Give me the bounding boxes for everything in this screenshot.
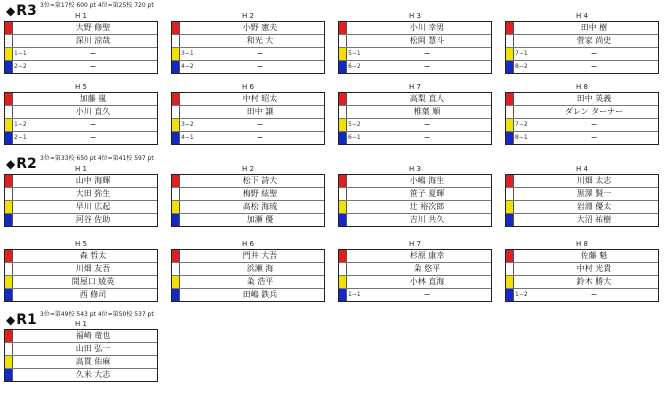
rider-name: 粂 浩平 (246, 277, 274, 286)
advance-position: 7−1 (515, 50, 528, 57)
lane-color-white (339, 35, 347, 47)
rider-name: 久米 大志 (75, 370, 111, 379)
advance-position: 8−2 (515, 63, 528, 70)
lane-color-yellow (172, 276, 180, 288)
rider-name: 田中 譲 (246, 107, 274, 116)
rider-name: 門井 大吾 (242, 251, 278, 260)
lane-row (506, 250, 658, 263)
lane-color-blue (5, 369, 13, 381)
rider-name: ダレン ターナー (564, 107, 624, 116)
lane-row (5, 343, 157, 356)
heat-label: H 5 (75, 83, 87, 91)
lane-row (339, 276, 491, 289)
lane-color-blue (506, 214, 514, 226)
round-note: 3位=第49校 543 pt 4位=第50校 537 pt (40, 311, 154, 318)
advance-position: 2−2 (14, 63, 27, 70)
lane-row (5, 369, 157, 381)
rider-name: 粂 悠平 (413, 264, 441, 273)
lane-color-yellow (506, 201, 514, 213)
lane-row (172, 35, 324, 48)
advance-position: 1−1 (14, 50, 27, 57)
lane-row (339, 93, 491, 106)
lane-row (172, 201, 324, 214)
lane-row (506, 119, 658, 132)
lane-row (339, 119, 491, 132)
lane-row (172, 250, 324, 263)
heat-label: H 7 (409, 83, 421, 91)
lane-color-white (506, 35, 514, 47)
heat-label: H 6 (242, 240, 254, 248)
lane-row (506, 61, 658, 73)
heat-table (171, 249, 325, 302)
lane-row (506, 35, 658, 48)
lane-color-red (5, 22, 13, 34)
lane-row (339, 132, 491, 144)
rider-name: 松下 詩大 (242, 176, 278, 185)
heat-table (4, 249, 158, 302)
lane-color-red (172, 22, 180, 34)
diamond-icon: ◆ (6, 157, 16, 171)
rider-name: 大野 修聖 (75, 23, 111, 32)
heat-label: H 1 (75, 320, 87, 328)
lane-row (506, 276, 658, 289)
lane-color-red (172, 175, 180, 187)
heat-label: H 8 (576, 240, 588, 248)
heat-block (171, 83, 325, 145)
rider-name: 中村 昭太 (242, 94, 278, 103)
advance-position: 4−1 (181, 134, 194, 141)
lane-color-white (172, 35, 180, 47)
lane-row (172, 276, 324, 289)
lane-color-red (5, 175, 13, 187)
rider-name: − (89, 49, 97, 58)
heat-block (171, 165, 325, 227)
lane-color-blue (172, 214, 180, 226)
rider-name: 岩淵 優太 (576, 202, 612, 211)
heat-label: H 3 (409, 165, 421, 173)
rider-name: − (256, 49, 264, 58)
advance-position: 5−2 (348, 121, 361, 128)
lane-color-red (339, 22, 347, 34)
lane-row (172, 263, 324, 276)
heat-label: H 7 (409, 240, 421, 248)
lane-row (172, 106, 324, 119)
lane-row (172, 188, 324, 201)
rider-name: − (89, 133, 97, 142)
lane-row (339, 188, 491, 201)
lane-row (5, 35, 157, 48)
lane-color-red (506, 250, 514, 262)
advance-position: 1−1 (348, 291, 361, 298)
lane-color-blue (339, 214, 347, 226)
lane-row (339, 106, 491, 119)
lane-color-blue (172, 132, 180, 144)
lane-row (506, 188, 658, 201)
rider-name: 鈴木 勝大 (576, 277, 612, 286)
rider-name: 吉川 共久 (409, 215, 445, 224)
lane-row (5, 22, 157, 35)
lane-color-red (506, 93, 514, 105)
rider-name: 加瀬 優 (246, 215, 274, 224)
heat-table (505, 249, 659, 302)
rider-name: 高松 海琉 (242, 202, 278, 211)
lane-color-white (5, 343, 13, 355)
lane-color-yellow (5, 48, 13, 60)
rider-name: 大田 弥生 (75, 189, 111, 198)
rider-name: 加藤 嵐 (79, 94, 107, 103)
lane-row (5, 106, 157, 119)
heat-block (4, 320, 158, 382)
lane-color-blue (5, 289, 13, 301)
rider-name: − (590, 290, 598, 299)
heat-block (338, 165, 492, 227)
lane-row (5, 289, 157, 301)
lane-color-blue (172, 289, 180, 301)
lane-row (172, 214, 324, 226)
rider-name: 浜瀬 海 (246, 264, 274, 273)
rider-name: − (423, 120, 431, 129)
lane-color-white (5, 263, 13, 275)
rider-name: 椎葉 順 (413, 107, 441, 116)
heat-block (505, 83, 659, 145)
rider-name: − (89, 120, 97, 129)
lane-color-white (339, 106, 347, 118)
rider-name: 小川 幸男 (409, 23, 445, 32)
rider-name: − (423, 290, 431, 299)
heat-label: H 3 (409, 12, 421, 20)
lane-color-blue (339, 289, 347, 301)
heat-label: H 4 (576, 165, 588, 173)
lane-color-yellow (172, 119, 180, 131)
lane-color-yellow (339, 119, 347, 131)
lane-row (5, 276, 157, 289)
lane-color-red (5, 93, 13, 105)
heat-table (171, 174, 325, 227)
rider-name: − (590, 133, 598, 142)
rider-name: 河谷 佐助 (75, 215, 111, 224)
heat-table (338, 92, 492, 145)
lane-color-yellow (172, 201, 180, 213)
lane-row (339, 201, 491, 214)
rider-name: 川畑 太志 (576, 176, 612, 185)
lane-row (172, 22, 324, 35)
lane-color-white (339, 263, 347, 275)
lane-row (339, 250, 491, 263)
lane-color-white (506, 188, 514, 200)
advance-position: 3−1 (181, 50, 194, 57)
rider-name: 高貫 佑麻 (75, 357, 111, 366)
lane-row (5, 61, 157, 73)
round-title-text: R1 (16, 312, 37, 328)
lane-color-red (506, 175, 514, 187)
heat-table (171, 92, 325, 145)
heat-label: H 8 (576, 83, 588, 91)
lane-row (339, 22, 491, 35)
lane-row (5, 48, 157, 61)
diamond-icon: ◆ (6, 313, 16, 327)
lane-color-white (5, 188, 13, 200)
advance-position: 6−1 (348, 134, 361, 141)
advance-position: 5−1 (348, 50, 361, 57)
rider-name: 小野 憲夫 (242, 23, 278, 32)
lane-color-red (172, 93, 180, 105)
rider-name: 佐藤 魁 (580, 251, 608, 260)
lane-row (339, 175, 491, 188)
advance-position: 2−1 (14, 134, 27, 141)
round-note: 3位=第17校 600 pt 4位=第25校 720 pt (40, 2, 154, 9)
lane-color-red (5, 250, 13, 262)
heat-table (4, 21, 158, 74)
rider-name: 辻 裕次郎 (409, 202, 445, 211)
rider-name: − (423, 62, 431, 71)
advance-position: 4−2 (181, 63, 194, 70)
rider-name: 田中 樹 (580, 23, 608, 32)
heat-label: H 2 (242, 12, 254, 20)
lane-row (339, 214, 491, 226)
rider-name: − (89, 62, 97, 71)
lane-color-blue (5, 132, 13, 144)
lane-color-blue (5, 61, 13, 73)
lane-row (5, 93, 157, 106)
lane-color-red (339, 175, 347, 187)
lane-color-yellow (5, 119, 13, 131)
lane-row (506, 289, 658, 301)
rider-name: 和光 大 (246, 36, 274, 45)
heat-block (338, 83, 492, 145)
lane-color-red (506, 22, 514, 34)
lane-row (5, 175, 157, 188)
rider-name: 間屋口 綾英 (71, 277, 115, 286)
lane-color-red (5, 330, 13, 342)
lane-row (339, 61, 491, 73)
heat-block (4, 240, 158, 302)
heat-table (505, 92, 659, 145)
rider-name: − (256, 62, 264, 71)
heat-table (505, 21, 659, 74)
lane-color-yellow (5, 356, 13, 368)
lane-color-yellow (506, 48, 514, 60)
lane-row (506, 214, 658, 226)
heat-block (4, 12, 158, 74)
lane-color-yellow (506, 119, 514, 131)
rider-name: 早川 広起 (75, 202, 111, 211)
rider-name: − (256, 133, 264, 142)
heat-block (171, 240, 325, 302)
rider-name: 黒澤 賢一 (576, 189, 612, 198)
lane-color-blue (339, 61, 347, 73)
lane-row (172, 48, 324, 61)
heat-label: H 1 (75, 165, 87, 173)
heat-label: H 1 (75, 12, 87, 20)
lane-row (172, 289, 324, 301)
lane-row (5, 250, 157, 263)
lane-color-blue (172, 61, 180, 73)
lane-row (506, 201, 658, 214)
rider-name: 川畑 友吾 (75, 264, 111, 273)
lane-color-blue (506, 132, 514, 144)
rider-name: 福崎 竜也 (75, 331, 111, 340)
advance-position: 3−2 (181, 121, 194, 128)
heat-block (171, 12, 325, 74)
rider-name: 田中 英義 (576, 94, 612, 103)
rider-name: 山田 弘一 (75, 344, 111, 353)
rider-name: − (590, 120, 598, 129)
heat-label: H 6 (242, 83, 254, 91)
lane-color-white (339, 188, 347, 200)
heat-table (338, 174, 492, 227)
heat-table (4, 174, 158, 227)
lane-color-blue (5, 214, 13, 226)
heat-label: H 2 (242, 165, 254, 173)
lane-row (172, 93, 324, 106)
heat-block (4, 165, 158, 227)
lane-row (172, 132, 324, 144)
rider-name: 小嶋 海生 (409, 176, 445, 185)
lane-row (5, 356, 157, 369)
rider-name: 西 修司 (79, 290, 107, 299)
rider-name: 小林 直海 (409, 277, 445, 286)
lane-row (172, 119, 324, 132)
lane-color-white (172, 106, 180, 118)
lane-row (5, 119, 157, 132)
rider-name: − (590, 49, 598, 58)
rider-name: − (423, 133, 431, 142)
heat-table (505, 174, 659, 227)
lane-row (5, 188, 157, 201)
rider-name: − (423, 49, 431, 58)
rider-name: 松岡 慧斗 (409, 36, 445, 45)
lane-color-yellow (339, 201, 347, 213)
round-title-text: R3 (16, 3, 37, 19)
advance-position: 8−1 (515, 134, 528, 141)
advance-position: 6−2 (348, 63, 361, 70)
lane-row (172, 61, 324, 73)
rider-name: − (256, 120, 264, 129)
advance-position: 1−2 (14, 121, 27, 128)
heat-block (4, 83, 158, 145)
lane-color-white (506, 263, 514, 275)
heat-block (338, 12, 492, 74)
lane-color-yellow (5, 276, 13, 288)
lane-color-white (506, 106, 514, 118)
rider-name: 中村 光貴 (576, 264, 612, 273)
lane-row (339, 263, 491, 276)
lane-color-white (172, 263, 180, 275)
rider-name: 山中 海輝 (75, 176, 111, 185)
lane-row (5, 214, 157, 226)
rider-name: 笹子 夏輝 (409, 189, 445, 198)
rider-name: 菅家 尚史 (576, 36, 612, 45)
heat-table (4, 329, 158, 382)
lane-color-blue (339, 132, 347, 144)
heat-table (338, 249, 492, 302)
lane-row (5, 263, 157, 276)
heat-label: H 5 (75, 240, 87, 248)
heat-label: H 4 (576, 12, 588, 20)
lane-color-red (339, 250, 347, 262)
diamond-icon: ◆ (6, 4, 16, 18)
rider-name: 大沼 祐樹 (576, 215, 612, 224)
lane-color-yellow (339, 276, 347, 288)
lane-color-yellow (339, 48, 347, 60)
heat-table (171, 21, 325, 74)
lane-color-yellow (5, 201, 13, 213)
round-title-text: R2 (16, 156, 37, 172)
lane-row (506, 263, 658, 276)
lane-color-blue (506, 289, 514, 301)
lane-color-yellow (506, 276, 514, 288)
lane-row (5, 330, 157, 343)
lane-row (506, 93, 658, 106)
lane-color-red (172, 250, 180, 262)
lane-color-red (339, 93, 347, 105)
round-note: 3位=第33校 650 pt 4位=第41校 597 pt (40, 155, 154, 162)
advance-position: 7−2 (515, 121, 528, 128)
heat-block (505, 165, 659, 227)
advance-position: 1−2 (515, 291, 528, 298)
lane-color-white (172, 188, 180, 200)
rider-name: 梅野 絃聖 (242, 189, 278, 198)
heat-block (338, 240, 492, 302)
rider-name: 高梨 直人 (409, 94, 445, 103)
lane-row (506, 48, 658, 61)
lane-row (506, 132, 658, 144)
lane-row (5, 132, 157, 144)
lane-row (339, 289, 491, 301)
lane-row (5, 201, 157, 214)
lane-row (339, 35, 491, 48)
heat-table (338, 21, 492, 74)
lane-row (506, 175, 658, 188)
lane-row (339, 48, 491, 61)
heat-block (505, 240, 659, 302)
lane-row (172, 175, 324, 188)
lane-row (506, 106, 658, 119)
lane-color-blue (506, 61, 514, 73)
rider-name: − (590, 62, 598, 71)
heat-block (505, 12, 659, 74)
heat-table (4, 92, 158, 145)
rider-name: 森 哲太 (79, 251, 107, 260)
lane-color-yellow (172, 48, 180, 60)
lane-color-white (5, 106, 13, 118)
rider-name: 深川 涼哉 (75, 36, 111, 45)
rider-name: 田嶋 鉄兵 (242, 290, 278, 299)
lane-row (506, 22, 658, 35)
rider-name: 小川 直久 (75, 107, 111, 116)
rider-name: 杉原 康幸 (409, 251, 445, 260)
lane-color-white (5, 35, 13, 47)
